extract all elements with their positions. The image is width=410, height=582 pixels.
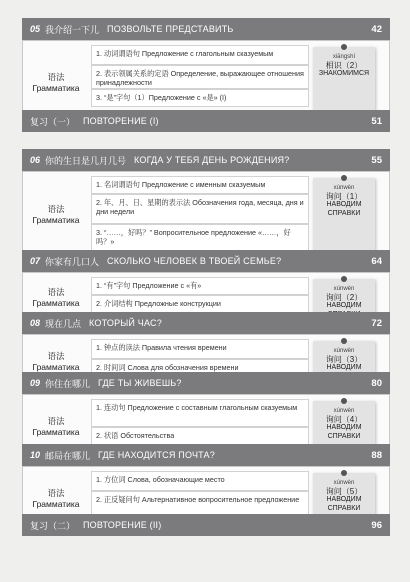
grammar-label xyxy=(23,204,89,226)
lesson-title-cn: 你住在哪儿 xyxy=(45,378,91,389)
pin-icon xyxy=(341,338,347,344)
lesson-header[interactable] xyxy=(22,149,390,171)
grammar-label-cn: 语法 xyxy=(47,488,65,498)
grammar-item: 1. 连动句 Предложение с составным глагольным сказуемым xyxy=(91,399,309,427)
note-pinyin: xúnwèn xyxy=(333,348,355,354)
grammar-label-ru: Грамматика xyxy=(32,298,80,308)
page-number: 72 xyxy=(371,317,382,329)
note-pinyin: xúnwèn xyxy=(333,286,355,292)
pin-icon xyxy=(341,44,347,50)
note-russian: НАВОДИМ СПРАВКИ xyxy=(326,496,362,512)
lesson-header[interactable] xyxy=(22,312,390,334)
grammar-label-cn: 语法 xyxy=(47,287,65,297)
review-title-ru: ПОВТОРЕНИЕ (I) xyxy=(83,116,159,126)
topic-note xyxy=(313,178,375,252)
note-russian: НАВОДИМ СПРАВКИ xyxy=(326,424,362,440)
review-header[interactable] xyxy=(22,514,390,536)
review-title-ru: ПОВТОРЕНИЕ (II) xyxy=(83,520,162,530)
note-pinyin: xúnwèn xyxy=(333,408,355,414)
lesson-number: 06 xyxy=(30,155,41,165)
note-hanzi: 相识（2） xyxy=(325,60,363,70)
note-pinyin: xúnwèn xyxy=(333,185,355,191)
pin-icon xyxy=(341,175,347,181)
grammar-label xyxy=(23,72,89,94)
lesson-title-cn: 你家有几口人 xyxy=(45,256,100,267)
lesson-number: 09 xyxy=(30,378,41,388)
grammar-list xyxy=(91,176,309,254)
grammar-item: 2. 正反疑问句 Альтернативное вопросительное предложение xyxy=(91,491,309,519)
note-russian: НАВОДИМ СПРАВКИ xyxy=(326,201,362,217)
grammar-item: 2. 年、月、日、星期的表示法 Обозначения года, месяца, дня и дни недели xyxy=(91,194,309,224)
note-hanzi: 询问（4） xyxy=(325,414,363,424)
grammar-label-ru: Грамматика xyxy=(32,499,80,509)
grammar-item: 1. 钟点的读法 Правила чтения времени xyxy=(91,339,309,359)
lesson-number: 10 xyxy=(30,450,41,460)
lesson-title-cn: 我介绍一下儿 xyxy=(45,24,100,35)
grammar-item: 2. 时间词 Слова для обозначения времени xyxy=(91,359,309,379)
grammar-label-ru: Грамматика xyxy=(32,362,80,372)
lesson-title-cn: 邮局在哪儿 xyxy=(45,450,91,461)
page-number: 64 xyxy=(371,255,382,267)
grammar-list xyxy=(91,399,309,447)
note-hanzi: 询问（5） xyxy=(325,486,363,496)
grammar-label-cn: 语法 xyxy=(47,416,65,426)
note-hanzi: 询问（3） xyxy=(325,354,363,364)
lesson-title-cn: 你的生日是几月几号 xyxy=(45,155,127,166)
page-number: 80 xyxy=(371,377,382,389)
grammar-label-cn: 语法 xyxy=(47,72,65,82)
lesson-title-ru: СКОЛЬКО ЧЕЛОВЕК В ТВОЕЙ СЕМЬЕ? xyxy=(107,256,282,266)
grammar-label-ru: Грамматика xyxy=(32,83,80,93)
grammar-item: 3. “是”字句（1）Предложение с «是» (I) xyxy=(91,89,309,107)
note-russian: ЗНАКОМИМСЯ xyxy=(318,70,370,77)
grammar-label-cn: 语法 xyxy=(47,204,65,214)
grammar-list xyxy=(91,471,309,519)
grammar-item: 3. “……，好吗？” Вопросительное предложение «……，好吗？» xyxy=(91,224,309,254)
pin-icon xyxy=(341,276,347,282)
grammar-list xyxy=(91,277,309,313)
grammar-label-ru: Грамматика xyxy=(32,427,80,437)
lesson-title-ru: ГДЕ НАХОДИТСЯ ПОЧТА? xyxy=(98,450,215,460)
lesson-header[interactable] xyxy=(22,18,390,40)
pin-icon xyxy=(341,398,347,404)
lesson-title-ru: ГДЕ ТЫ ЖИВЕШЬ? xyxy=(98,378,182,388)
grammar-label-cn: 语法 xyxy=(47,351,65,361)
review-header[interactable] xyxy=(22,110,390,132)
grammar-item: 1. 方位词 Слова, обозначающие место xyxy=(91,471,309,491)
lesson-number: 07 xyxy=(30,256,41,266)
lesson-title-ru: КОГДА У ТЕБЯ ДЕНЬ РОЖДЕНИЯ? xyxy=(134,155,290,165)
note-pinyin: xúnwèn xyxy=(333,480,355,486)
grammar-label xyxy=(23,416,89,438)
grammar-item: 2. 介词结构 Предложные конструкции xyxy=(91,295,309,313)
grammar-item: 1. “有”字句 Предложение с «有» xyxy=(91,277,309,295)
note-russian: НАВОДИМ xyxy=(326,302,362,309)
lesson-number: 05 xyxy=(30,24,41,34)
note-hanzi: 询问（1） xyxy=(325,191,363,201)
lesson-body xyxy=(22,171,390,259)
grammar-list xyxy=(91,45,309,107)
note-russian: НАВОДИМ xyxy=(326,364,362,371)
grammar-label xyxy=(23,488,89,510)
pin-icon xyxy=(341,470,347,476)
lesson-header[interactable] xyxy=(22,444,390,466)
note-pinyin: xiāngshí xyxy=(332,54,356,60)
lesson-header[interactable] xyxy=(22,250,390,272)
grammar-item: 1. 名词谓语句 Предложение с именным сказуемым xyxy=(91,176,309,194)
topic-note xyxy=(313,47,375,119)
page-number: 42 xyxy=(371,23,382,35)
grammar-item: 2. 状语 Обстоятельства xyxy=(91,427,309,447)
grammar-label-ru: Грамматика xyxy=(32,215,80,225)
grammar-item: 2. 表示领属关系的定语 Определение, выражающее отношения принадлежности xyxy=(91,65,309,89)
page-number: 96 xyxy=(371,519,382,531)
grammar-label xyxy=(23,287,89,309)
review-title-cn: 复习（二） xyxy=(30,520,76,531)
grammar-item: 1. 动词谓语句 Предложение с глагольным сказуемым xyxy=(91,45,309,65)
page-number: 55 xyxy=(371,154,382,166)
lesson-title-ru: КОТОРЫЙ ЧАС? xyxy=(89,318,162,328)
lesson-title-cn: 现在几点 xyxy=(45,318,82,329)
lesson-number: 08 xyxy=(30,318,41,328)
grammar-label xyxy=(23,351,89,373)
note-hanzi: 询问（2） xyxy=(325,292,363,302)
page-number: 88 xyxy=(371,449,382,461)
lesson-title-ru: ПОЗВОЛЬТЕ ПРЕДСТАВИТЬ xyxy=(107,24,234,34)
lesson-header[interactable] xyxy=(22,372,390,394)
review-title-cn: 复习（一） xyxy=(30,116,76,127)
page-number: 51 xyxy=(371,115,382,127)
